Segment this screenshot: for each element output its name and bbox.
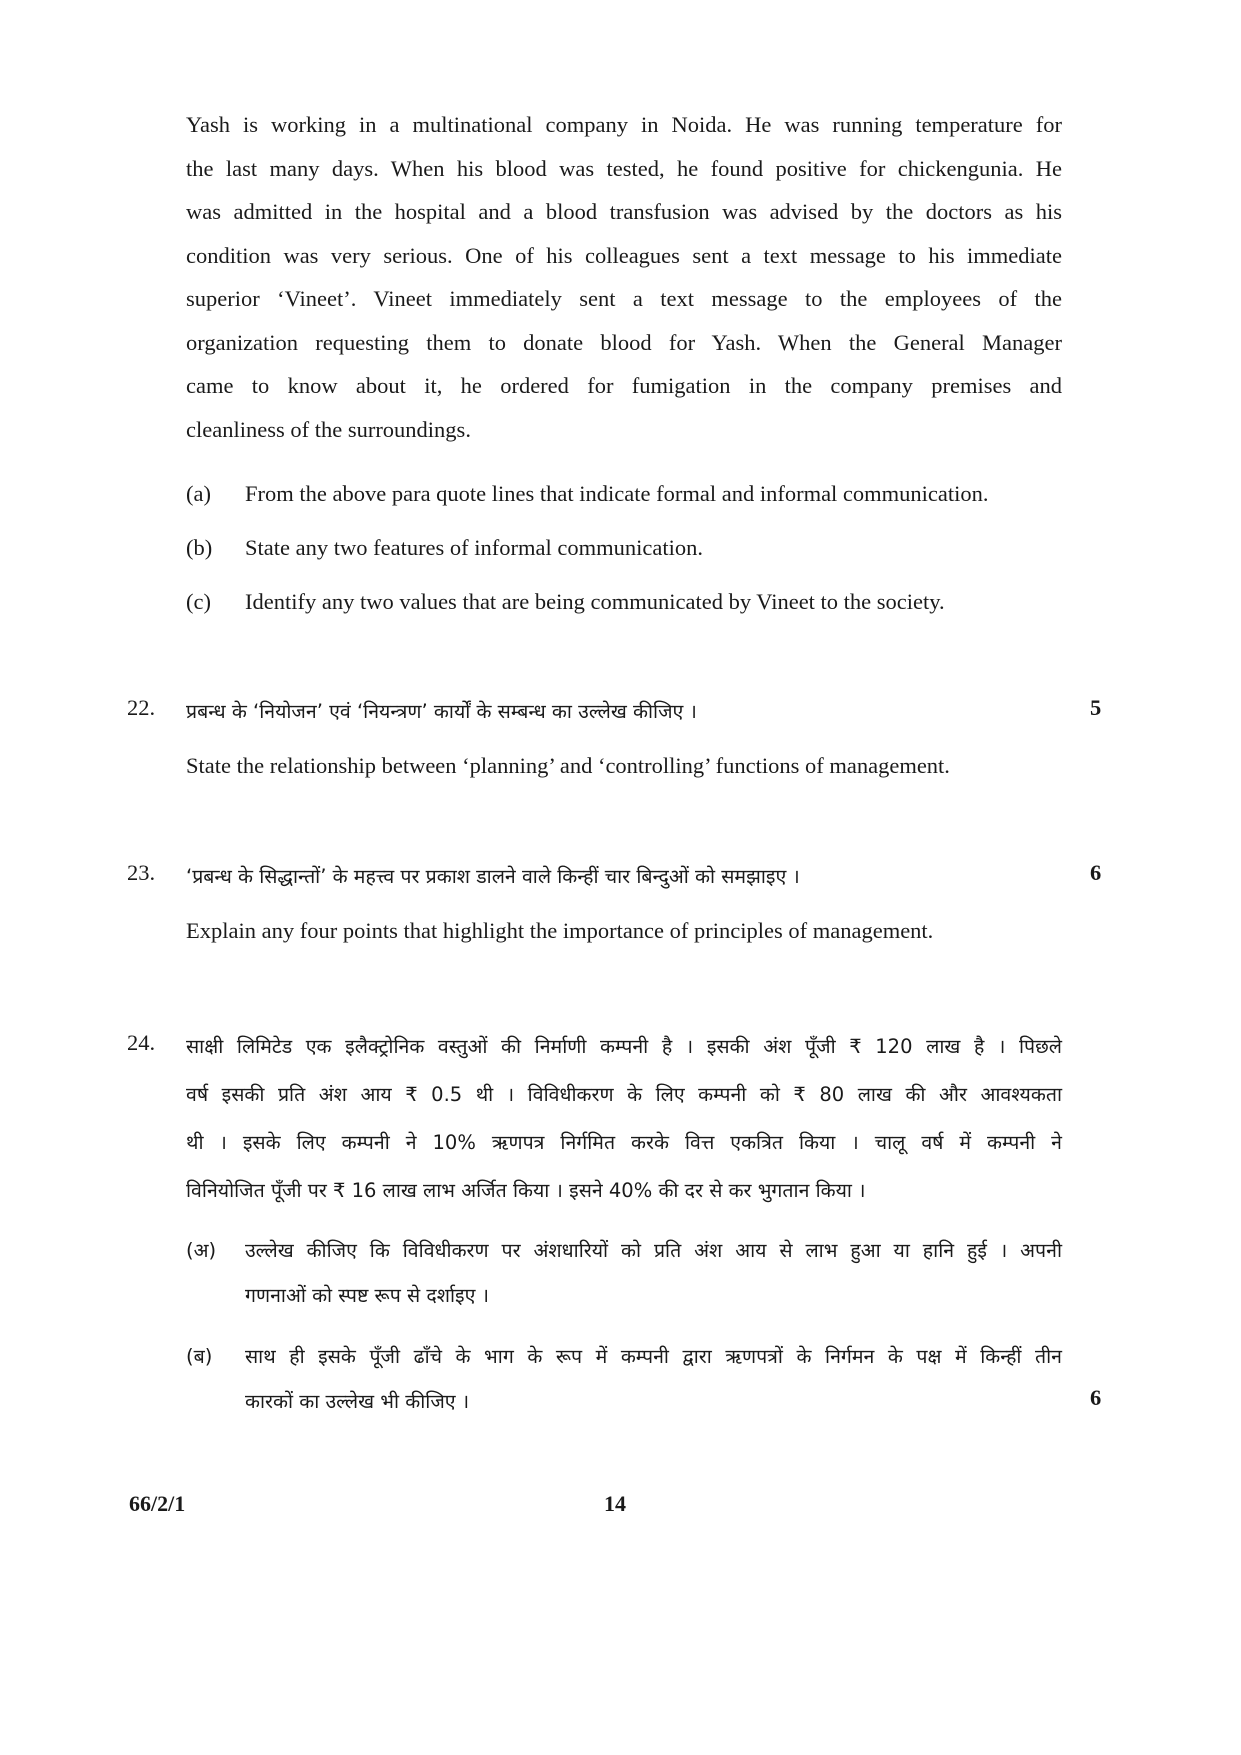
case-line: cleanliness of the surroundings. — [186, 416, 471, 442]
case-line: superior ‘Vineet’. Vineet immediately sent a text message to the employees of the — [186, 286, 1062, 311]
part-label: (a) — [186, 481, 211, 506]
q24-hindi-line: साक्षी लिमिटेड एक इलैक्ट्रोनिक वस्तुओं की निर्माणी कम्पनी है । इसकी अंश पूँजी ₹ 120 लाख है । पिछले — [186, 1035, 1062, 1058]
question-number-24: 24. — [127, 1030, 156, 1055]
question-number-23: 23. — [127, 860, 156, 885]
part-label: (अ) — [186, 1239, 217, 1262]
case-line: Yash is working in a multinational company in Noida. He was running temperature for — [186, 112, 1062, 137]
case-line: was admitted in the hospital and a blood transfusion was advised by the doctors as his — [186, 199, 1062, 224]
part-text: From the above para quote lines that indicate formal and informal communication. — [245, 481, 989, 506]
q24-marks: 6 — [1090, 1385, 1102, 1410]
q22-hindi-text: प्रबन्ध के ‘नियोजन’ एवं ‘नियन्त्रण’ कार्यों के सम्बन्ध का उल्लेख कीजिए । — [186, 700, 697, 723]
case-line: condition was very serious. One of his colleagues sent a text message to his immediate — [186, 242, 1062, 268]
q23-english-text: Explain any four points that highlight the importance of principles of management. — [186, 918, 934, 943]
paper-code: 66/2/1 — [129, 1491, 186, 1516]
part-text: State any two features of informal communication. — [245, 535, 703, 560]
case-paragraph — [186, 103, 1062, 451]
q23-marks: 6 — [1090, 860, 1102, 885]
case-line: came to know about it, he ordered for fumigation in the company premises and — [186, 373, 1062, 398]
case-line: the last many days. When his blood was tested, he found positive for chickengunia. He — [186, 155, 1062, 181]
question-number-22: 22. — [127, 695, 156, 720]
part-text-line: उल्लेख कीजिए कि विविधीकरण पर अंशधारियों को प्रति अंश आय से लाभ हुआ या हानि हुई । अपनी — [245, 1239, 1062, 1262]
part-label: (c) — [186, 589, 211, 614]
part-label: (ब) — [186, 1345, 213, 1368]
page-number: 14 — [604, 1491, 626, 1516]
part-text: Identify any two values that are being communicated by Vineet to the society. — [245, 589, 945, 614]
part-text-line: कारकों का उल्लेख भी कीजिए । — [245, 1390, 470, 1413]
q24-hindi-line: वर्ष इसकी प्रति अंश आय ₹ 0.5 थी । विविधीकरण के लिए कम्पनी को ₹ 80 लाख की और आवश्यकता — [186, 1083, 1062, 1106]
q24-hindi-line: विनियोजित पूँजी पर ₹ 16 लाख लाभ अर्जित किया । इसने 40% की दर से कर भुगतान किया । — [186, 1179, 866, 1202]
case-line: organization requesting them to donate blood for Yash. When the General Manager — [186, 329, 1062, 355]
part-text-line: गणनाओं को स्पष्ट रूप से दर्शाइए । — [245, 1284, 489, 1307]
q22-marks: 5 — [1090, 695, 1102, 720]
part-text-line: साथ ही इसके पूँजी ढाँचे के भाग के रूप में कम्पनी द्वारा ऋणपत्रों के निर्गमन के पक्ष में किन्हीं तीन — [245, 1345, 1062, 1368]
q24-hindi-line: थी । इसके लिए कम्पनी ने 10% ऋणपत्र निर्गमित करके वित्त एकत्रित किया । चालू वर्ष में कम्पनी ने — [186, 1131, 1062, 1154]
part-label: (b) — [186, 535, 213, 560]
q22-english-text: State the relationship between ‘planning’ and ‘controlling’ functions of management. — [186, 753, 950, 778]
q23-hindi-text: ‘प्रबन्ध के सिद्धान्तों’ के महत्त्व पर प्रकाश डालने वाले किन्हीं चार बिन्दुओं को समझाइए । — [186, 865, 800, 888]
